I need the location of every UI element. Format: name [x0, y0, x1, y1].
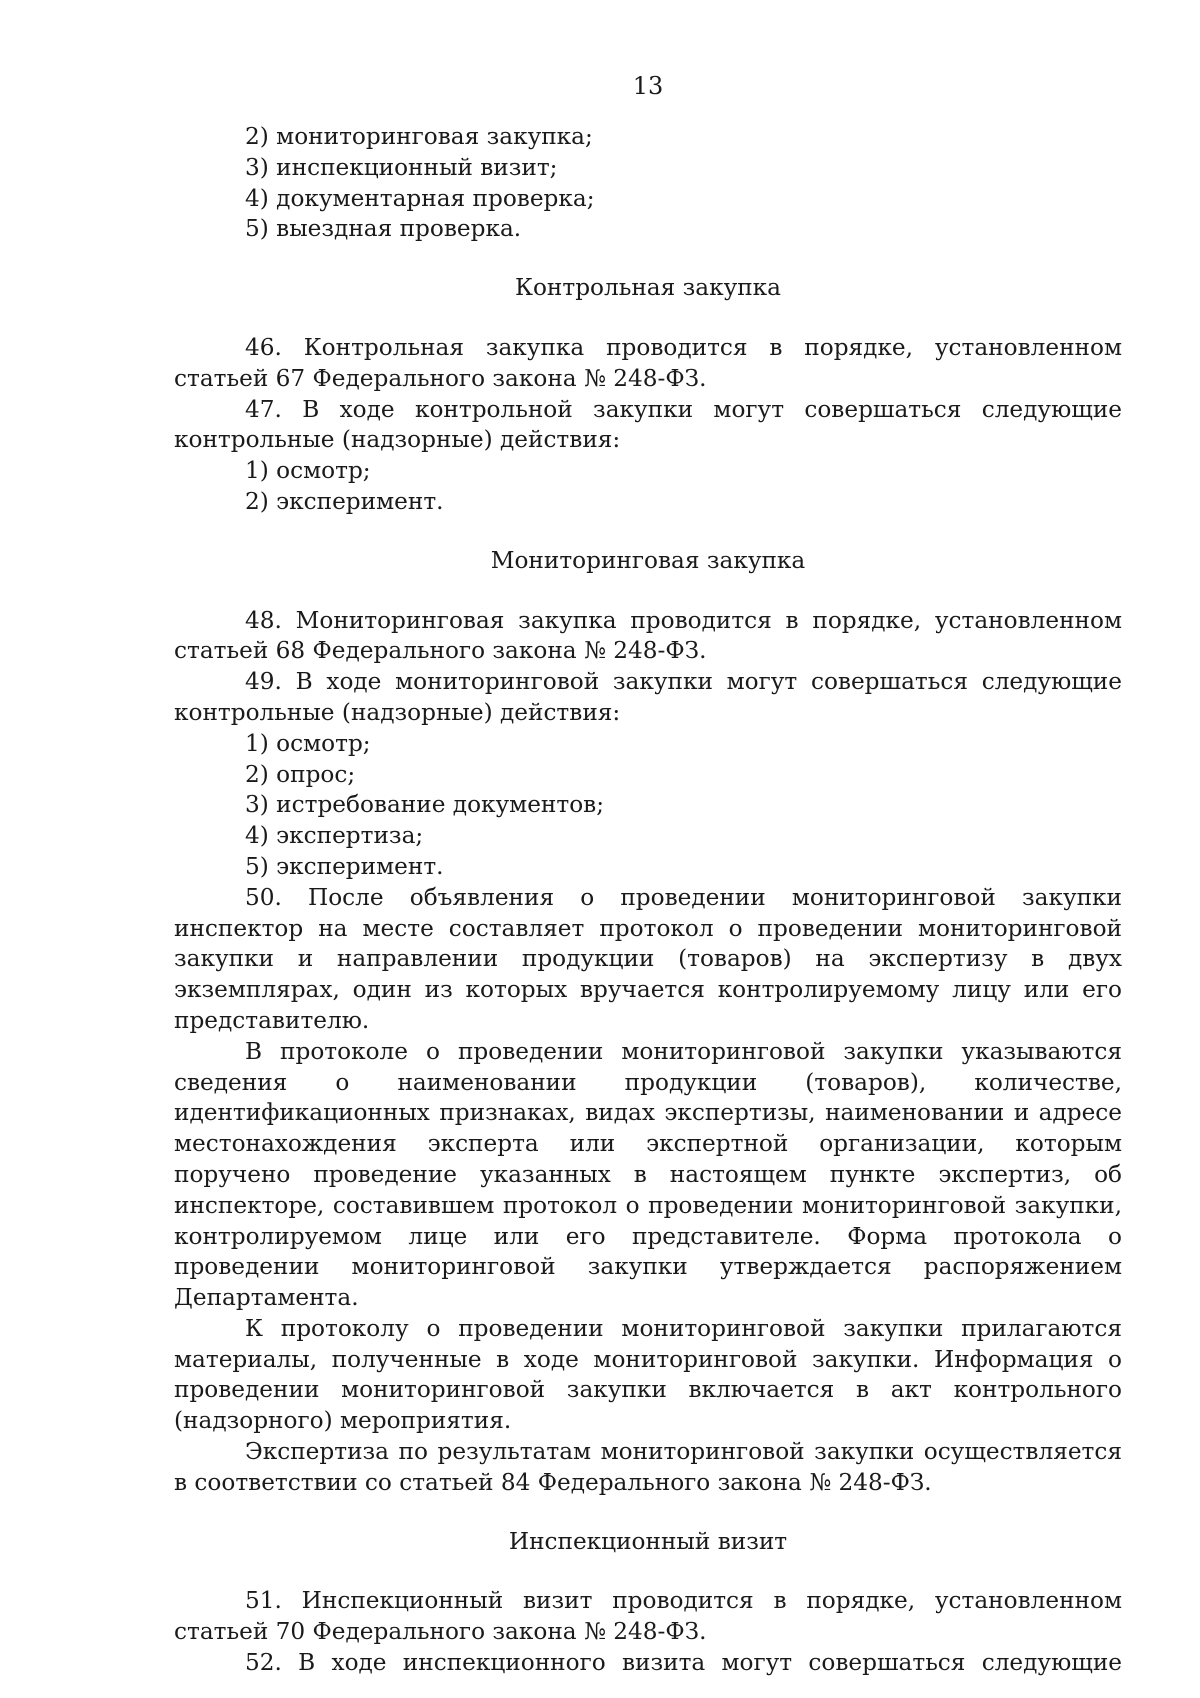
paragraph-50-protocol-attachments: К протоколу о проведении мониторинговой закупки прилагаются материалы, полученные в ходе мониторинговой закупки. Информация о проведении мониторинговой закупки включается в акт контрольного (надзорного) мероприятия. [174, 1314, 1122, 1435]
section-control-purchase [174, 245, 1122, 518]
paragraph-48: 48. Мониторинговая закупка проводится в порядке, установленном статьей 68 Федерального закона № 248-ФЗ. [174, 606, 1122, 665]
paragraph-51: 51. Инспекционный визит проводится в порядке, установленном статьей 70 Федерального закона № 248-ФЗ. [174, 1587, 1122, 1646]
paragraph-50: 50. После объявления о проведении мониторинговой закупки инспектор на месте составляет протокол о проведении мониторинговой закупки и направлении продукции (товаров) на экспертизу в двух экземплярах, один из которых вручается контролируемому лицу или его представителю. [174, 883, 1122, 1034]
paragraph-50-protocol-contents: В протоколе о проведении мониторинговой закупки указываются сведения о наименовании продукции (товаров), количестве, идентификационных признаках, видах экспертизы, наименовании и адресе местонахождения эксперта или экспертной организации, которым поручено проведение указанных в настоящем пункте экспертиз, об инспекторе, составившем протокол о проведении мониторинговой закупки, контролируемом лице или его представителе. Форма протокола о проведении мониторинговой закупки утверждается распоряжением Департамента. [174, 1037, 1122, 1312]
paragraph-49: 49. В ходе мониторинговой закупки могут совершаться следующие контрольные (надзорные) действия: [174, 668, 1122, 726]
document-body [174, 122, 1122, 1679]
section-heading: Мониторинговая закупка [490, 546, 806, 574]
section-heading: Инспекционный визит [508, 1527, 788, 1555]
section-heading: Контрольная закупка [515, 274, 781, 302]
section-inspection-visit [174, 1499, 1122, 1679]
section-monitoring-purchase [174, 518, 1122, 1499]
paragraph-47: 47. В ходе контрольной закупки могут совершаться следующие контрольные (надзорные) действия: [174, 395, 1122, 454]
intro-list [174, 122, 1122, 245]
list-item: 5) выездная проверка. [245, 215, 522, 243]
list-item: 4) документарная проверка; [245, 184, 595, 212]
list-item: 3) инспекционный визит; [245, 153, 558, 181]
list-item: 5) эксперимент. [245, 852, 444, 880]
paragraph-46: 46. Контрольная закупка проводится в порядке, установленном статьей 67 Федерального закона № 248-ФЗ. [174, 333, 1122, 392]
list-item: 4) экспертиза; [245, 822, 424, 850]
page-number: 13 [632, 72, 664, 100]
paragraph-52: 52. В ходе инспекционного визита могут совершаться следующие [245, 1649, 1122, 1677]
paragraph-50-expertise: Экспертиза по результатам мониторинговой закупки осуществляется в соответствии со статьей 84 Федерального закона № 248-ФЗ. [174, 1438, 1122, 1496]
list-item: 2) мониторинговая закупка; [245, 123, 593, 150]
list-item: 2) эксперимент. [245, 487, 444, 515]
list-item: 1) осмотр; [245, 457, 371, 485]
list-item: 1) осмотр; [245, 729, 371, 757]
list-item: 3) истребование документов; [245, 791, 605, 819]
list-item: 2) опрос; [245, 760, 356, 788]
